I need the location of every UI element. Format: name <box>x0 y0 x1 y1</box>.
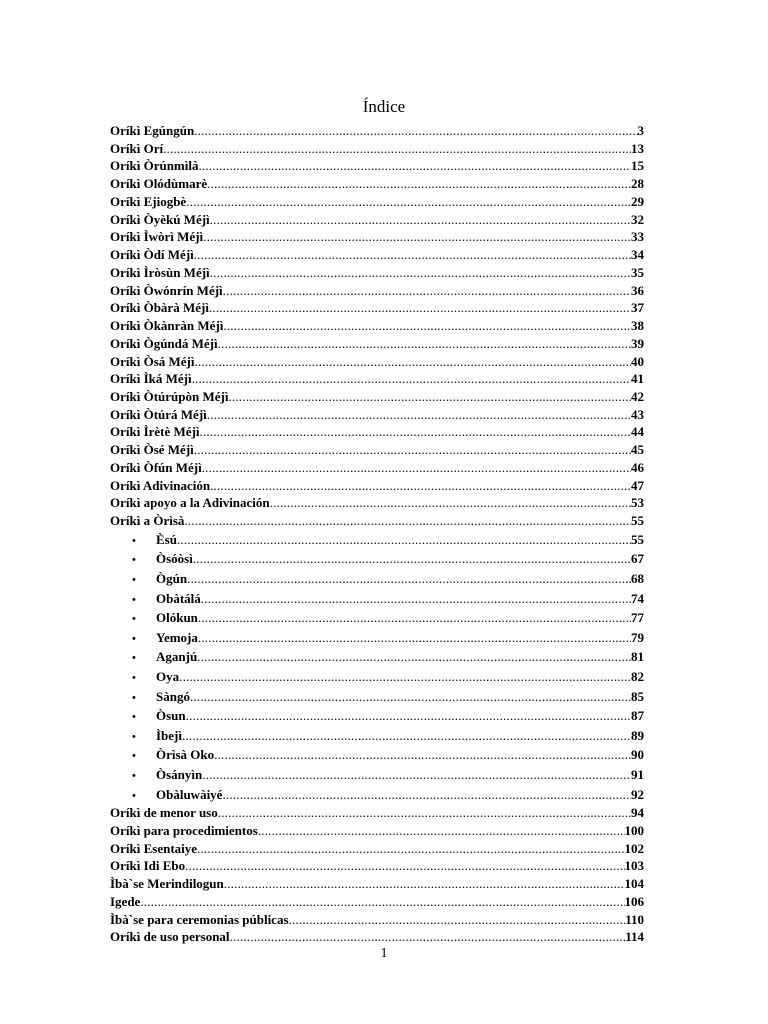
toc-entry-page: 15 <box>631 158 644 174</box>
toc-entry[interactable] <box>110 388 644 406</box>
dot-leader <box>177 530 631 550</box>
dot-leader <box>182 726 631 746</box>
dot-leader <box>224 875 625 893</box>
toc-sub-entry[interactable] <box>110 765 644 785</box>
toc-entry-title: Oríkì Esentaiye <box>110 840 198 856</box>
toc-entry-page: 82 <box>631 669 644 685</box>
toc-entry-page: 43 <box>631 406 644 422</box>
toc-entry-page: 35 <box>631 264 644 280</box>
dot-leader <box>163 140 631 158</box>
toc-entry[interactable] <box>110 441 644 459</box>
dot-leader <box>192 370 631 388</box>
toc-entry-page: 28 <box>631 176 644 192</box>
toc-sub-entry[interactable] <box>110 628 644 648</box>
toc-entry[interactable] <box>110 857 644 875</box>
bullet-icon: • <box>132 691 136 704</box>
toc-entry-page: 74 <box>631 590 644 606</box>
toc-entry-title: Yemoja <box>156 629 198 645</box>
dot-leader <box>207 175 631 193</box>
toc-entry[interactable] <box>110 211 644 229</box>
toc-entry-title: Olókun <box>156 610 198 626</box>
toc-entry-title: Oríkì Òsá Méjì <box>110 353 195 369</box>
toc-entry[interactable] <box>110 264 644 282</box>
toc-entry-page: 41 <box>631 371 644 387</box>
toc-sub-entry[interactable] <box>110 569 644 589</box>
bullet-icon: • <box>132 632 136 645</box>
toc-entry[interactable] <box>110 423 644 441</box>
toc-entry-title: Oríkì apoyo a la Adivinación <box>110 495 270 511</box>
toc-entry-title: Oríkì Ìwòrì Méjì <box>110 229 204 245</box>
dot-leader <box>198 157 631 175</box>
toc-entry-page: 110 <box>625 911 644 927</box>
toc-entry-title: Oríkì Òkànràn Méjì <box>110 318 224 334</box>
toc-sub-entry[interactable] <box>110 745 644 765</box>
toc-entry-title: Òsányìn <box>156 767 203 783</box>
toc-entry-page: 53 <box>631 495 644 511</box>
dot-leader <box>195 353 632 371</box>
dot-leader <box>203 228 631 246</box>
toc-entry-title: Oríkì Olódùmarè <box>110 176 208 192</box>
toc-entry-page: 91 <box>631 767 644 783</box>
toc-sub-entry[interactable] <box>110 785 644 805</box>
toc-entry-page: 106 <box>624 893 644 909</box>
toc-entry-title: Igede <box>110 893 141 909</box>
toc-entry-page: 34 <box>631 247 644 263</box>
toc-entry[interactable] <box>110 353 644 371</box>
toc-entry-title: Oríkì Ejiogbè <box>110 193 187 209</box>
table-of-contents <box>110 122 644 946</box>
toc-entry-title: Oríkì Ìrètè Méjì <box>110 424 200 440</box>
bullet-icon: • <box>132 554 136 567</box>
toc-entry-title: Obàtálá <box>156 590 201 606</box>
toc-entry-page: 94 <box>631 805 644 821</box>
toc-entry-title: Oríkì Orí <box>110 140 164 156</box>
toc-entry-page: 104 <box>624 876 644 892</box>
toc-entry[interactable] <box>110 370 644 388</box>
toc-entry[interactable] <box>110 494 644 512</box>
toc-entry-page: 102 <box>624 840 644 856</box>
toc-entry[interactable] <box>110 406 644 424</box>
toc-entry-title: Oríkì Òbàrà Méjì <box>110 300 209 316</box>
toc-entry-page: 103 <box>624 858 644 874</box>
toc-entry-page: 40 <box>631 353 644 369</box>
toc-entry-page: 89 <box>631 727 644 743</box>
dot-leader <box>190 687 631 707</box>
toc-entry-page: 100 <box>624 822 644 838</box>
toc-entry-title: Aganjú <box>156 649 198 665</box>
dot-leader <box>194 246 631 264</box>
bullet-icon: • <box>132 593 136 606</box>
toc-sub-entry[interactable] <box>110 647 644 667</box>
toc-entry-title: Oríkì Òtúrúpòn Méjì <box>110 389 229 405</box>
dot-leader <box>210 264 631 282</box>
toc-entry[interactable] <box>110 928 644 946</box>
dot-leader <box>258 822 625 840</box>
toc-entry-title: Oríkì a Òrìsà <box>110 513 185 529</box>
dot-leader <box>187 569 631 589</box>
toc-entry[interactable] <box>110 122 644 140</box>
toc-entry-page: 67 <box>631 551 644 567</box>
toc-entry[interactable] <box>110 299 644 317</box>
dot-leader <box>140 893 624 911</box>
page-number: 1 <box>380 946 388 961</box>
dot-leader <box>186 193 631 211</box>
toc-entry[interactable] <box>110 804 644 822</box>
bullet-icon: • <box>132 652 136 665</box>
toc-entry-page: 90 <box>631 747 644 763</box>
toc-entry-title: Oríkì Egúngún <box>110 123 195 138</box>
dot-leader <box>197 840 624 858</box>
bullet-icon: • <box>132 770 136 783</box>
toc-entry[interactable] <box>110 335 644 353</box>
dot-leader <box>193 549 631 569</box>
toc-entry-page: 81 <box>631 649 644 665</box>
toc-entry-title: Ògún <box>156 571 188 587</box>
bullet-icon: • <box>132 750 136 763</box>
toc-entry-title: Ìbà`se Merindilogun <box>110 876 224 892</box>
toc-entry-title: Obàluwàiyé <box>156 786 223 802</box>
dot-leader <box>214 745 631 765</box>
toc-entry-page: 36 <box>631 282 644 298</box>
toc-sub-entry[interactable] <box>110 589 644 609</box>
dot-leader <box>179 667 631 687</box>
toc-entry[interactable] <box>110 875 644 893</box>
toc-entry-page: 55 <box>631 531 644 547</box>
toc-entry-page: 37 <box>631 300 644 316</box>
dot-leader <box>210 477 631 495</box>
toc-entry-page: 38 <box>631 318 644 334</box>
dot-leader <box>207 406 631 424</box>
toc-entry-title: Oríkì Òyèkú Méjì <box>110 211 210 227</box>
toc-entry-title: Sàngó <box>156 688 190 704</box>
dot-leader <box>270 494 631 512</box>
toc-entry-page: 77 <box>631 610 644 626</box>
toc-entry-title: Oríkì de uso personal <box>110 929 230 945</box>
dot-leader <box>194 122 637 140</box>
bullet-icon: • <box>132 789 136 802</box>
toc-entry-page: 55 <box>631 513 644 529</box>
toc-entry-title: Oríkì Adivinación <box>110 477 211 493</box>
toc-entry-title: Oya <box>156 669 180 685</box>
dot-leader <box>194 441 631 459</box>
dot-leader <box>200 423 631 441</box>
dot-leader <box>210 211 631 229</box>
dot-leader <box>223 282 631 300</box>
dot-leader <box>218 804 631 822</box>
bullet-icon: • <box>132 574 136 587</box>
dot-leader <box>230 928 626 946</box>
toc-entry[interactable] <box>110 193 644 211</box>
dot-leader <box>222 785 631 805</box>
toc-entry-page: 114 <box>625 929 644 945</box>
toc-entry[interactable] <box>110 840 644 858</box>
bullet-icon: • <box>132 534 136 547</box>
toc-entry[interactable] <box>110 512 644 530</box>
toc-sub-entry[interactable] <box>110 726 644 746</box>
toc-entry-page: 45 <box>631 442 644 458</box>
toc-entry-title: Èsú <box>156 531 177 547</box>
toc-entry-page: 32 <box>631 211 644 227</box>
toc-entry-title: Òrìsà Oko <box>156 747 215 763</box>
toc-entry-title: Òsun <box>156 708 186 724</box>
dot-leader <box>184 512 631 530</box>
toc-entry-title: Oríkì Ògúndá Méjì <box>110 335 218 351</box>
bullet-icon: • <box>132 672 136 685</box>
toc-entry-page: 47 <box>631 477 644 493</box>
toc-entry[interactable] <box>110 157 644 175</box>
toc-entry-page: 3 <box>637 123 644 138</box>
toc-entry-title: Oríkì Òwónrín Méjì <box>110 282 223 298</box>
dot-leader <box>185 857 624 875</box>
dot-leader <box>289 911 626 929</box>
toc-entry-title: Oríkì Ìká Méjì <box>110 371 192 387</box>
toc-entry-title: Oríkì Ìròsùn Méjì <box>110 264 210 280</box>
toc-sub-entry[interactable] <box>110 706 644 726</box>
toc-entry-title: Oríkì Òtúrá Méjì <box>110 406 207 422</box>
toc-entry-page: 44 <box>631 424 644 440</box>
dot-leader <box>186 706 631 726</box>
toc-entry[interactable] <box>110 911 644 929</box>
dot-leader <box>202 765 631 785</box>
toc-entry[interactable] <box>110 175 644 193</box>
toc-entry-title: Oríkì Òdí Méjì <box>110 247 194 263</box>
toc-entry-page: 79 <box>631 629 644 645</box>
dot-leader <box>218 335 631 353</box>
toc-sub-entry[interactable] <box>110 608 644 628</box>
toc-entry-page: 92 <box>631 786 644 802</box>
bullet-icon: • <box>132 730 136 743</box>
toc-entry[interactable] <box>110 822 644 840</box>
toc-entry-page: 13 <box>631 140 644 156</box>
page-title: Índice <box>362 97 406 117</box>
toc-entry-title: Oríkì Òfún Méjì <box>110 459 202 475</box>
toc-entry[interactable] <box>110 228 644 246</box>
toc-entry-page: 39 <box>631 335 644 351</box>
dot-leader <box>209 299 631 317</box>
dot-leader <box>198 608 631 628</box>
toc-entry-title: Oríkì Òsé Méjì <box>110 442 194 458</box>
toc-sub-entry[interactable] <box>110 667 644 687</box>
toc-entry-title: Ìbejì <box>156 727 182 743</box>
toc-entry-title: Oríkì Idi Ebo <box>110 858 186 874</box>
dot-leader <box>198 628 631 648</box>
dot-leader <box>197 647 631 667</box>
bullet-icon: • <box>132 711 136 724</box>
toc-entry[interactable] <box>110 893 644 911</box>
dot-leader <box>223 317 631 335</box>
toc-entry-page: 29 <box>631 193 644 209</box>
toc-entry[interactable] <box>110 459 644 477</box>
toc-entry[interactable] <box>110 246 644 264</box>
toc-sub-entry[interactable] <box>110 687 644 707</box>
toc-entry-title: Oríkì de menor uso <box>110 805 218 821</box>
dot-leader <box>228 388 631 406</box>
dot-leader <box>202 459 631 477</box>
toc-entry-page: 42 <box>631 389 644 405</box>
toc-sub-entry[interactable] <box>110 549 644 569</box>
dot-leader <box>201 589 631 609</box>
toc-entry-title: Ìbà`se para ceremonias públicas <box>110 911 289 927</box>
toc-entry-page: 68 <box>631 571 644 587</box>
toc-entry-page: 85 <box>631 688 644 704</box>
toc-entry-page: 33 <box>631 229 644 245</box>
toc-entry[interactable] <box>110 140 644 158</box>
bullet-icon: • <box>132 613 136 626</box>
toc-entry-title: Oríkì para procedimientos <box>110 822 258 838</box>
toc-entry-page: 87 <box>631 708 644 724</box>
toc-entry[interactable] <box>110 477 644 495</box>
toc-entry[interactable] <box>110 282 644 300</box>
toc-sub-entry[interactable] <box>110 530 644 550</box>
toc-entry-title: Òsóòsì <box>156 551 193 567</box>
toc-entry-title: Oríkì Òrúnmìlà <box>110 158 199 174</box>
toc-entry-page: 46 <box>631 459 644 475</box>
toc-entry[interactable] <box>110 317 644 335</box>
